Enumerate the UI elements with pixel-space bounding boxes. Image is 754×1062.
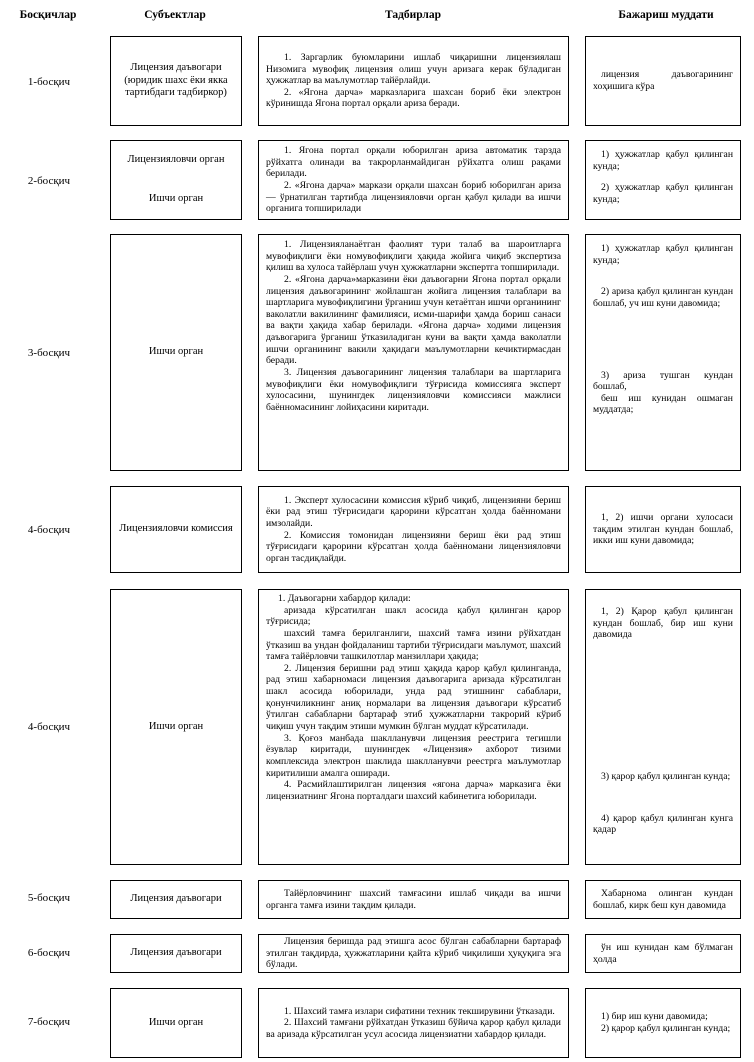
subject-text: Лицензия даъвогари (юридик шахс ёки якка тартибдаги тадбиркор) [124,62,228,99]
subject-box [110,140,242,220]
actions-box [258,988,569,1058]
stage-label: 7-босқич [27,1016,71,1028]
deadline-text: 4) қарор қабул қилинган кунга қадар [593,812,733,836]
actions-box [258,880,569,919]
stage-label: 3-босқич [27,347,71,359]
header-deadline: Бажариш муддати [618,9,714,21]
deadline-text: 1) бир иш куни давомида; [601,1011,708,1023]
subject-box [110,988,242,1058]
action-text: 1. Шахсий тамға излари сифатини техник текширувини ўтказади. [284,1005,555,1017]
subject-text: Лицензияловчи орган [127,154,225,165]
action-text: шахсий тамға берилганлиги, шахсий тамға изини рўйхатдан ўтказиш ва ундан фойдаланиш тартиби тўғрисидаги маълумот, шахсий тамға тайёрловчи ташкилотлар манзиллари ҳақида; [266,627,561,663]
deadline-text: ўн иш кунидан кам бўлмаган ҳолда [593,941,733,965]
deadline-text: 1, 2) Қарор қабул қилинган кундан бошлаб, бир иш куни давомида [593,606,733,641]
deadline-text: 1) ҳужжатлар қабул қилинган кунда; [593,149,733,172]
deadline-box [585,234,741,471]
deadline-box [585,486,741,573]
action-text: 4. Расмийлаштирилган лицензия «ягона дарча» марказига ёки лицензиатнинг Ягона порталдаги шахсий кабинетига юборилади. [266,779,561,802]
deadline-text: 1, 2) ишчи органи хулосаси тақдим этилган кундан бошлаб, икки иш куни давомида; [593,512,733,547]
action-text: 2. «Ягона дарча» маркази орқали шахсан бориб юборилган ариза — ўрнатилган тартибда лицензияловчи орган қабул қилади ва ишчи органига топширилади [266,180,561,215]
subject-text: Ишчи орган [148,1016,204,1028]
actions-box [258,36,569,126]
stage-label: 6-босқич [27,947,71,959]
action-text: 2. Комиссия томонидан лицензияни бериш ёки рад этиш тўғрисидаги қарорини кўрсатган ҳолда баённомани лицензияловчи орган тасдиқлайди. [266,529,561,564]
deadline-text: 2) ариза қабул қилинган кундан бошлаб, уч иш куни давомида; [593,286,733,309]
stage-label: 1-босқич [27,76,71,88]
action-text: 2. «Ягона дарча»марказини ёки даъвогарни Ягона портал орқали лицензия даъвогарининг жойлашган жойига лицензия талаблари ва шартларига мувофиқлигини ўрганиш учун кетаётган ишчи органининг ваколатли вакилининг фамилияси, исми-шарифи ҳамда бориш санаси ва вақти ҳақида хабар берилади. «Ягона дарча» ходими лицензия даъвогарига ўрганиш ўтказиладиган куни ва вақти ҳамда ваколатли ишчи органининг вакили ҳақидаги маълумотларни кечиктирмасдан беради. [266,273,561,367]
subject-text: Ишчи орган [148,346,204,358]
actions-box [258,589,569,865]
action-text: 1. Ягона портал орқали юборилган ариза автоматик тарзда рўйхатга олинади ва такрорланмайдиган рўйхатга олиш рақами берилади. [266,145,561,180]
deadline-box [585,934,741,973]
actions-box [258,486,569,573]
action-text: Лицензия беришда рад этишга асос бўлган сабабларни бартараф этилган тақдирда, ҳужжатларини қайта кўриб чиқилиши ҳуқуқига эга бўлади. [266,936,561,971]
deadline-box [585,36,741,126]
deadline-text: 3) қарор қабул қилинган кунда; [601,770,731,782]
header-actions: Тадбирлар [384,9,442,21]
stage-label: 4-босқич [27,721,71,733]
actions-box [258,234,569,471]
deadline-text: Хабарнома олинган кундан бошлаб, кирк беш кун давомида [593,887,733,911]
action-text: 3. Лицензия даъвогарининг лицензия талаблари ва шартларига мувофиқлиги ёки номувофиқлиги тўғрисида комиссияга эксперт хулосасини, шунингдек лицензияловчи комиссияси мажлиси баённомасининг лойиҳасини киритади. [266,367,561,413]
deadline-box [585,880,741,919]
subject-text: Лицензия даъвогари [130,947,222,959]
stage-label: 2-босқич [27,175,71,187]
actions-box [258,140,569,220]
subject-text: Ишчи орган [148,720,204,732]
header-stage: Босқичлар [19,9,77,21]
action-text: 2. «Ягона дарча» марказларига шахсан бориб ёки электрон кўринишда Ягона портал орқали ариза беради. [266,86,561,110]
action-text: 1. Заргарлик буюмларини ишлаб чиқаришни лицензиялаш Низомига мувофиқ лицензия олиш учун аризага керак бўладиган ҳужжатлар ва маълумотлар тайёрлайди. [266,51,561,87]
deadline-text: 3) ариза тушган кундан бошлаб, [593,369,733,393]
deadline-box [585,988,741,1058]
action-text: 2. Лицензия беришни рад этиш ҳақида қарор қабул қилинганда, рад этиш хабарномаси лицензия даъвогарига аризада кўрсатилган шакл асосида юборилади, унда рад этишнинг сабаблари, қонунчиликнинг аниқ нормалари ва лицензия даъвогари кўрсатиб ўтилган сабабларни бартараф этиб ҳужжатларни такрорий кўриб чиқиш учун тақдим этиши мумкин бўлган муддат кўрсатилади. [266,662,561,733]
deadline-text: 1) ҳужжатлар қабул қилинган кунда; [593,243,733,266]
subject-box [110,36,242,126]
deadline-box [585,589,741,865]
subject-text: Лицензия даъвогари [130,893,222,905]
deadline-text: беш иш кунидан ошмаган муддатда; [593,392,733,416]
action-text: 1. Эксперт хулосасини комиссия кўриб чиқиб, лицензияни бериш ёки рад этиш тўғрисидаги қарорини кўрсатган ҳолда баённомани имзолайди. [266,494,561,529]
subject-box [110,234,242,471]
deadline-text: 2) ҳужжатлар қабул қилинган кунда; [593,182,733,205]
subject-box [110,486,242,573]
stage-label: 5-босқич [27,892,71,904]
subject-text: Лицензияловчи комиссия [119,523,233,535]
deadline-text: лицензия даъвогарининг хоҳишига кўра [593,69,733,92]
subject-box [110,589,242,865]
stage-label: 4-босқич [27,524,71,536]
deadline-box [585,140,741,220]
action-text: 1. Даъвогарни хабардор қилади: [278,593,411,604]
actions-box [258,934,569,973]
deadline-text: 2) қарор қабул қилинган кунда; [601,1023,731,1034]
action-text: аризада кўрсатилган шакл асосида қабул қилинган қарор тўғрисида; [266,604,561,628]
action-text: 1. Лицензияланаётган фаолият тури талаб ва шароитларга мувофиқлиги ёки номувофиқлиги ҳақида жойига чиқиб экспертиза қилиш ва хулоса тайёрлаш учун ҳужжатларни экспертга топширилади. [266,239,561,274]
action-text: Тайёрловчининг шахсий тамғасини ишлаб чиқади ва ишчи органга тамға изини тақдим қилади. [266,887,561,911]
subject-box [110,934,242,973]
header-subject: Субъектлар [144,9,206,21]
subject-box [110,880,242,919]
action-text: 2. Шахсий тамғани рўйхатдан ўтказиш бўйича қарор қабул қилади ва аризада кўрсатилган усул асосида лицензиатни хабардор қилади. [266,1017,561,1040]
action-text: 3. Қоғоз манбада шаклланувчи лицензия реестрига тегишли ёзувлар киритади, шунингдек «Лицензия» ахборот тизими комплексида электрон шаклида шаклланувчи реестрга маълумотлар киритилиши амалга оширади. [266,732,561,779]
subject-text: Ишчи орган [148,193,204,205]
